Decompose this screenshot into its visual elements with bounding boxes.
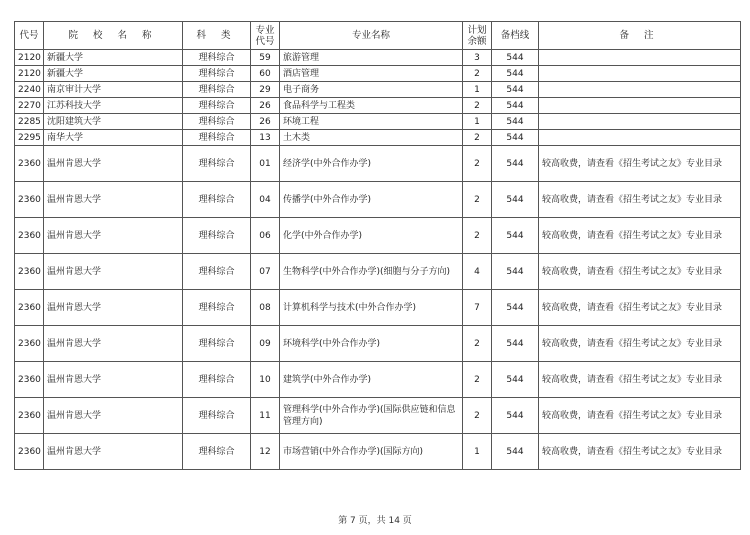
table-row	[15, 66, 741, 82]
cell-threshold: 544	[492, 130, 539, 146]
cell-remarks	[539, 82, 741, 98]
cell-major-code: 60	[251, 66, 280, 82]
cell-plan-remaining: 2	[463, 66, 492, 82]
cell-remarks: 较高收费，请查看《招生考试之友》专业目录	[539, 398, 741, 434]
cell-major-name: 食品科学与工程类	[280, 98, 463, 114]
cell-code: 2295	[15, 130, 44, 146]
page-number: 第 7 页，共 14 页	[338, 516, 412, 526]
cell-school: 温州肯恩大学	[44, 182, 183, 218]
cell-code: 2120	[15, 66, 44, 82]
cell-category: 理科综合	[183, 326, 251, 362]
cell-remarks: 较高收费，请查看《招生考试之友》专业目录	[539, 254, 741, 290]
cell-category: 理科综合	[183, 254, 251, 290]
cell-code: 2360	[15, 326, 44, 362]
cell-school: 南京审计大学	[44, 82, 183, 98]
cell-major-code: 26	[251, 98, 280, 114]
cell-code: 2270	[15, 98, 44, 114]
cell-major-name: 建筑学(中外合作办学)	[280, 362, 463, 398]
table-row	[15, 362, 741, 398]
cell-major-name: 环境科学(中外合作办学)	[280, 326, 463, 362]
cell-code: 2360	[15, 362, 44, 398]
cell-code: 2360	[15, 146, 44, 182]
cell-plan-remaining: 1	[463, 82, 492, 98]
cell-major-code: 13	[251, 130, 280, 146]
cell-major-name: 计算机科学与技术(中外合作办学)	[280, 290, 463, 326]
cell-school: 温州肯恩大学	[44, 326, 183, 362]
table-row	[15, 98, 741, 114]
cell-remarks: 较高收费，请查看《招生考试之友》专业目录	[539, 182, 741, 218]
cell-plan-remaining: 2	[463, 130, 492, 146]
cell-major-name: 旅游管理	[280, 50, 463, 66]
cell-threshold: 544	[492, 50, 539, 66]
cell-threshold: 544	[492, 182, 539, 218]
cell-major-code: 11	[251, 398, 280, 434]
cell-remarks	[539, 114, 741, 130]
table-header-row	[15, 22, 741, 50]
cell-school: 温州肯恩大学	[44, 290, 183, 326]
cell-remarks	[539, 66, 741, 82]
cell-threshold: 544	[492, 218, 539, 254]
cell-plan-remaining: 2	[463, 98, 492, 114]
table-row	[15, 130, 741, 146]
cell-school: 新疆大学	[44, 66, 183, 82]
cell-major-name: 市场营销(中外合作办学)(国际方向)	[280, 434, 463, 470]
cell-category: 理科综合	[183, 146, 251, 182]
cell-code: 2360	[15, 434, 44, 470]
header-threshold: 备档线	[492, 22, 539, 50]
cell-code: 2360	[15, 182, 44, 218]
header-plan-remaining: 计划余额	[463, 22, 492, 50]
cell-threshold: 544	[492, 254, 539, 290]
table-row	[15, 218, 741, 254]
cell-major-code: 29	[251, 82, 280, 98]
table-row	[15, 114, 741, 130]
table-row	[15, 82, 741, 98]
cell-category: 理科综合	[183, 290, 251, 326]
cell-code: 2120	[15, 50, 44, 66]
cell-major-code: 26	[251, 114, 280, 130]
table-row	[15, 146, 741, 182]
cell-code: 2360	[15, 254, 44, 290]
cell-school: 南华大学	[44, 130, 183, 146]
cell-plan-remaining: 2	[463, 182, 492, 218]
cell-plan-remaining: 2	[463, 362, 492, 398]
table-row	[15, 254, 741, 290]
cell-threshold: 544	[492, 82, 539, 98]
cell-major-code: 04	[251, 182, 280, 218]
cell-plan-remaining: 2	[463, 218, 492, 254]
header-category: 科 类	[183, 22, 251, 50]
cell-remarks: 较高收费，请查看《招生考试之友》专业目录	[539, 218, 741, 254]
cell-category: 理科综合	[183, 66, 251, 82]
cell-major-name: 生物科学(中外合作办学)(细胞与分子方向)	[280, 254, 463, 290]
cell-major-code: 59	[251, 50, 280, 66]
cell-threshold: 544	[492, 146, 539, 182]
cell-category: 理科综合	[183, 50, 251, 66]
cell-threshold: 544	[492, 362, 539, 398]
cell-major-name: 环境工程	[280, 114, 463, 130]
table-row	[15, 50, 741, 66]
cell-major-name: 酒店管理	[280, 66, 463, 82]
cell-major-name: 传播学(中外合作办学)	[280, 182, 463, 218]
cell-remarks: 较高收费，请查看《招生考试之友》专业目录	[539, 290, 741, 326]
cell-remarks	[539, 50, 741, 66]
cell-category: 理科综合	[183, 182, 251, 218]
table-row	[15, 398, 741, 434]
cell-threshold: 544	[492, 114, 539, 130]
cell-school: 温州肯恩大学	[44, 146, 183, 182]
cell-school: 温州肯恩大学	[44, 254, 183, 290]
cell-major-code: 01	[251, 146, 280, 182]
cell-remarks: 较高收费，请查看《招生考试之友》专业目录	[539, 362, 741, 398]
table-row	[15, 290, 741, 326]
cell-category: 理科综合	[183, 98, 251, 114]
cell-category: 理科综合	[183, 434, 251, 470]
table-row	[15, 434, 741, 470]
header-remarks: 备 注	[539, 22, 741, 50]
cell-school: 温州肯恩大学	[44, 398, 183, 434]
cell-threshold: 544	[492, 66, 539, 82]
cell-major-name: 管理科学(中外合作办学)(国际供应链和信息管理方向)	[280, 398, 463, 434]
cell-category: 理科综合	[183, 82, 251, 98]
table-row	[15, 182, 741, 218]
cell-plan-remaining: 1	[463, 434, 492, 470]
cell-school: 沈阳建筑大学	[44, 114, 183, 130]
cell-code: 2360	[15, 218, 44, 254]
header-major-code: 专业代号	[251, 22, 280, 50]
cell-major-name: 电子商务	[280, 82, 463, 98]
cell-plan-remaining: 2	[463, 146, 492, 182]
cell-major-code: 10	[251, 362, 280, 398]
header-code: 代号	[15, 22, 44, 50]
cell-plan-remaining: 7	[463, 290, 492, 326]
cell-plan-remaining: 2	[463, 398, 492, 434]
table-row	[15, 326, 741, 362]
header-school: 院 校 名 称	[44, 22, 183, 50]
cell-major-code: 07	[251, 254, 280, 290]
cell-threshold: 544	[492, 290, 539, 326]
cell-category: 理科综合	[183, 130, 251, 146]
cell-code: 2240	[15, 82, 44, 98]
cell-code: 2360	[15, 398, 44, 434]
cell-category: 理科综合	[183, 398, 251, 434]
cell-code: 2285	[15, 114, 44, 130]
cell-major-code: 08	[251, 290, 280, 326]
cell-remarks	[539, 130, 741, 146]
cell-remarks: 较高收费，请查看《招生考试之友》专业目录	[539, 434, 741, 470]
cell-plan-remaining: 2	[463, 326, 492, 362]
cell-major-code: 06	[251, 218, 280, 254]
cell-plan-remaining: 1	[463, 114, 492, 130]
cell-major-code: 12	[251, 434, 280, 470]
cell-school: 温州肯恩大学	[44, 362, 183, 398]
cell-plan-remaining: 3	[463, 50, 492, 66]
admission-table	[14, 21, 741, 470]
cell-remarks	[539, 98, 741, 114]
cell-category: 理科综合	[183, 218, 251, 254]
cell-major-name: 化学(中外合作办学)	[280, 218, 463, 254]
cell-school: 江苏科技大学	[44, 98, 183, 114]
cell-school: 新疆大学	[44, 50, 183, 66]
cell-code: 2360	[15, 290, 44, 326]
cell-remarks: 较高收费，请查看《招生考试之友》专业目录	[539, 146, 741, 182]
cell-plan-remaining: 4	[463, 254, 492, 290]
cell-threshold: 544	[492, 434, 539, 470]
header-major-name: 专业名称	[280, 22, 463, 50]
cell-school: 温州肯恩大学	[44, 218, 183, 254]
cell-category: 理科综合	[183, 362, 251, 398]
cell-major-name: 经济学(中外合作办学)	[280, 146, 463, 182]
cell-threshold: 544	[492, 98, 539, 114]
cell-threshold: 544	[492, 326, 539, 362]
cell-threshold: 544	[492, 398, 539, 434]
cell-major-name: 土木类	[280, 130, 463, 146]
cell-category: 理科综合	[183, 114, 251, 130]
cell-major-code: 09	[251, 326, 280, 362]
cell-school: 温州肯恩大学	[44, 434, 183, 470]
cell-remarks: 较高收费，请查看《招生考试之友》专业目录	[539, 326, 741, 362]
